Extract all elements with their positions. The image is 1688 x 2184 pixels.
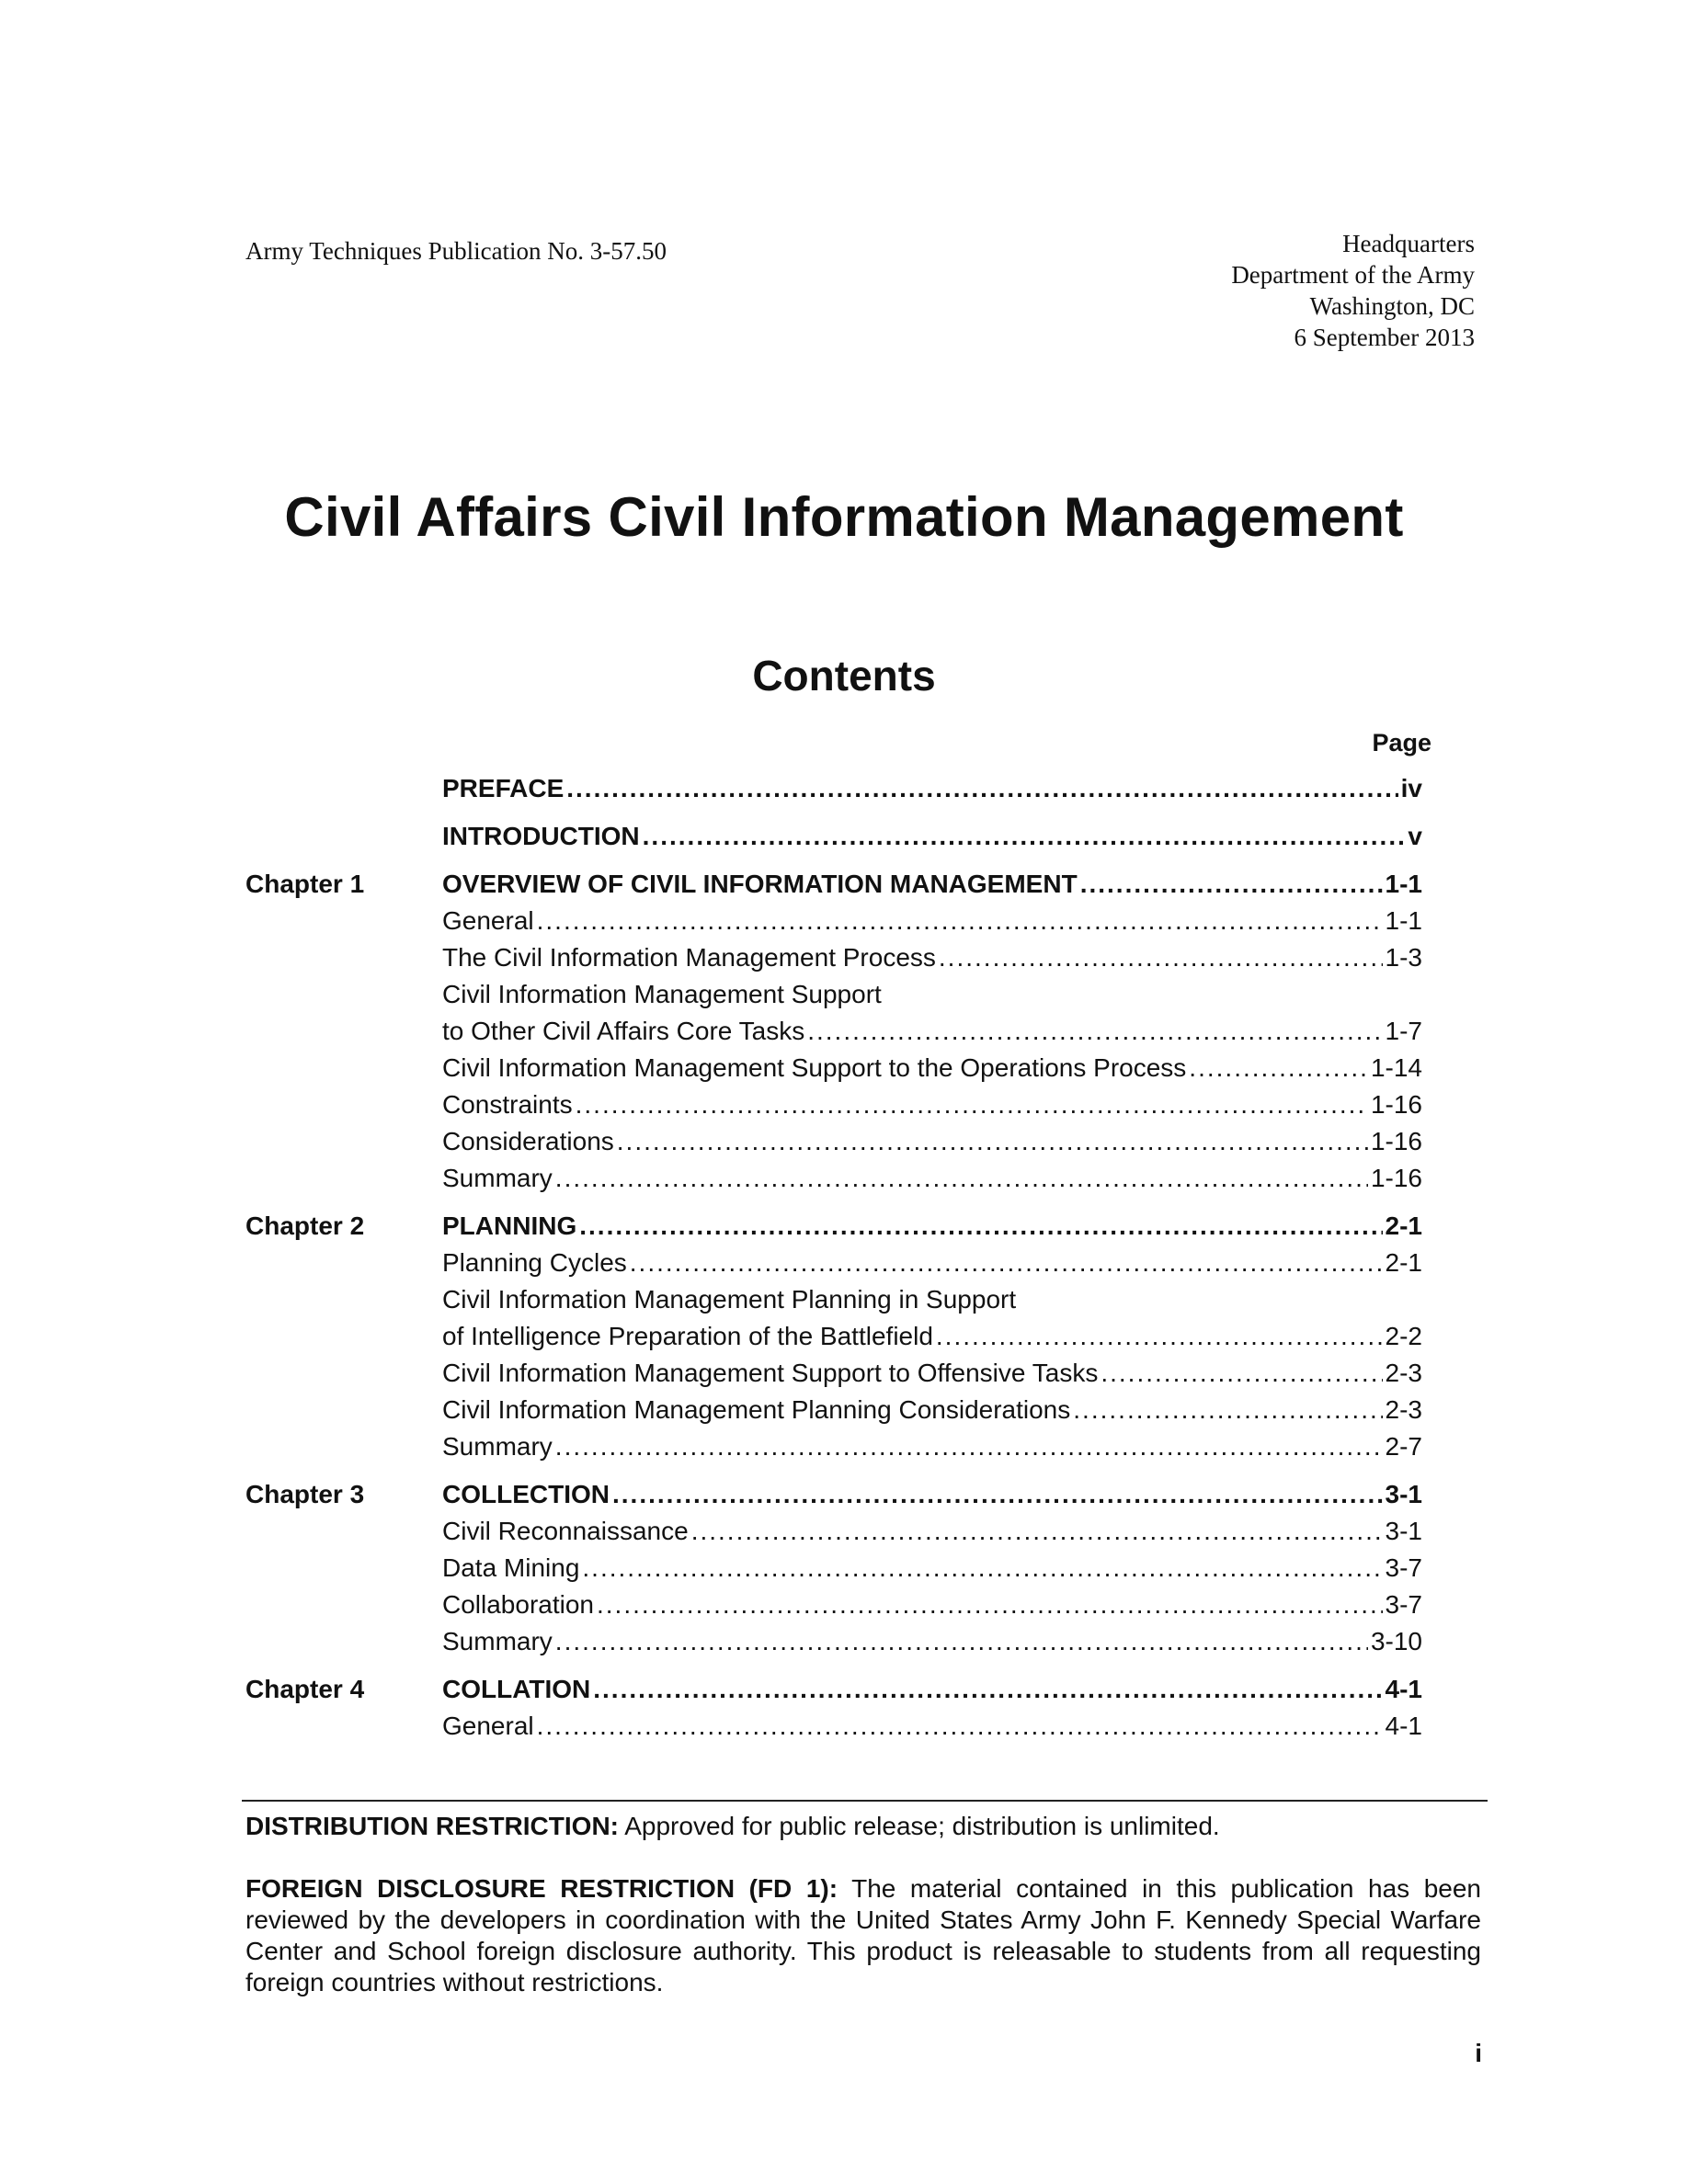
toc-entry-label: Civil Information Management Support to Offensive Tasks [442,1359,1099,1387]
toc-entry-page: iv [1400,774,1422,802]
dot-leader [537,903,1383,939]
toc-entry[interactable] [245,1281,1422,1355]
dot-leader [1080,866,1383,903]
foreign-disclosure-text: The material contained in this publication has been reviewed by the developers in coordination with the United States Army John F. Kennedy Special Warfare Center and School foreign disclosure authority. This product is releasable to students from all requesting foreign countries without restrictions. [245,1874,1481,1996]
dot-leader [691,1513,1383,1550]
toc-entry-page: v [1408,822,1422,850]
toc-entry[interactable] [245,1392,1422,1428]
dot-leader [555,1160,1368,1197]
document-title: Civil Affairs Civil Information Management [284,486,1404,548]
foreign-disclosure-label: FOREIGN DISCLOSURE RESTRICTION (FD 1): [245,1874,838,1903]
dot-leader [1189,1050,1368,1086]
toc-entry-label: Planning Cycles [442,1248,627,1277]
distribution-restriction-text: Approved for public release; distribution is unlimited. [619,1812,1220,1840]
toc-chapter-4[interactable] [245,1671,1422,1708]
toc-entry[interactable] [245,1123,1422,1160]
toc-entry-page: 2-3 [1385,1359,1422,1387]
chapter-number: Chapter 4 [245,1675,365,1703]
toc-entry-page: 1-1 [1385,906,1422,935]
toc-entry-preface[interactable] [245,770,1422,807]
toc-entry-label: Considerations [442,1127,614,1155]
dot-leader [612,1476,1383,1513]
chapter-title: PLANNING [442,1211,577,1240]
toc-rows [245,770,1422,1745]
toc-entry[interactable] [245,939,1422,976]
chapter-number: Chapter 3 [245,1480,365,1508]
toc-entry-label: to Other Civil Affairs Core Tasks [442,1017,805,1045]
toc-entry[interactable] [245,976,1422,1050]
dot-leader [537,1708,1383,1745]
toc-chapter-3[interactable] [245,1476,1422,1513]
toc-entry[interactable] [245,1550,1422,1587]
dot-leader [936,1318,1383,1355]
toc-entry-page: 3-10 [1370,1627,1422,1655]
chapter-title: COLLATION [442,1675,591,1703]
toc-entry[interactable] [245,1086,1422,1123]
dot-leader [630,1245,1383,1281]
toc-entry[interactable] [245,1245,1422,1281]
foreign-disclosure-restriction [245,1873,1481,1998]
toc-entry-label: Data Mining [442,1553,580,1582]
toc-entry-label: Summary [442,1164,553,1192]
chapter-number: Chapter 2 [245,1211,365,1240]
toc-entry-page: 1-16 [1370,1090,1422,1119]
hq-line: Department of the Army [1231,261,1475,289]
toc-entry-page: 1-3 [1385,943,1422,972]
publication-date: 6 September 2013 [1294,324,1475,351]
toc-entry[interactable] [245,1160,1422,1197]
chapter-title: COLLECTION [442,1480,610,1508]
toc-chapter-1[interactable] [245,866,1422,903]
toc-entry-page: 4-1 [1385,1675,1422,1703]
toc-entry-page: 2-1 [1385,1211,1422,1240]
toc-entry-label-line1: Civil Information Management Planning in Support [442,1285,1017,1314]
toc-entry[interactable] [245,1513,1422,1550]
toc-entry-page: 1-1 [1385,870,1422,898]
toc-entry-label: The Civil Information Management Process [442,943,936,972]
chapter-title: OVERVIEW OF CIVIL INFORMATION MANAGEMENT [442,870,1078,898]
toc-entry-page: 1-16 [1370,1127,1422,1155]
toc-entry-label: Civil Reconnaissance [442,1517,689,1545]
dot-leader [582,1550,1382,1587]
toc-entry-label-line1: Civil Information Management Support [442,980,882,1008]
toc-entry-label: Summary [442,1432,553,1461]
toc-entry-label: Civil Information Management Planning Considerations [442,1395,1071,1424]
toc-entry-label: INTRODUCTION [442,822,640,850]
distribution-restriction-label: DISTRIBUTION RESTRICTION: [245,1812,619,1840]
contents-heading: Contents [752,652,936,700]
chapter-number: Chapter 1 [245,870,365,898]
dot-leader [555,1428,1383,1465]
toc-entry-label: PREFACE [442,774,565,802]
dot-leader [555,1623,1368,1660]
toc-entry[interactable] [245,1428,1422,1465]
toc-entry-page: 4-1 [1385,1712,1422,1740]
dot-leader [939,939,1383,976]
toc-entry-page: 3-7 [1385,1553,1422,1582]
headquarters-block [1231,228,1475,353]
dot-leader [807,1013,1382,1050]
toc-entry-label: Civil Information Management Support to the Operations Process [442,1053,1187,1082]
toc-entry-page: 1-7 [1385,1017,1422,1045]
distribution-restriction [245,1811,1481,1842]
toc-entry[interactable] [245,1050,1422,1086]
toc-entry-page: 1-14 [1370,1053,1422,1082]
hq-line: Washington, DC [1309,292,1475,320]
toc-entry[interactable] [245,1587,1422,1623]
toc-entry-page: 3-7 [1385,1590,1422,1619]
toc-entry-page: 2-7 [1385,1432,1422,1461]
toc-entry-page: 2-2 [1385,1322,1422,1350]
dot-leader [566,770,1397,807]
toc-entry-page: 1-16 [1370,1164,1422,1192]
toc-entry-page: 2-1 [1385,1248,1422,1277]
toc-entry-page: 3-1 [1385,1517,1422,1545]
toc-entry-label: General [442,1712,534,1740]
dot-leader [617,1123,1368,1160]
toc-entry[interactable] [245,1355,1422,1392]
hq-line: Headquarters [1342,230,1475,257]
dot-leader [1101,1355,1382,1392]
page-number: i [1475,2039,1482,2067]
dot-leader [1073,1392,1382,1428]
toc-entry-page: 3-1 [1385,1480,1422,1508]
dot-leader [593,1671,1382,1708]
toc-entry-introduction[interactable] [245,818,1422,855]
dot-leader [579,1208,1382,1245]
toc-chapter-2[interactable] [245,1208,1422,1245]
toc-entry-label: Summary [442,1627,553,1655]
toc-entry[interactable] [245,903,1422,939]
toc-entry-label: Constraints [442,1090,573,1119]
publication-number: Army Techniques Publication No. 3-57.50 [245,237,667,265]
toc-entry-label: of Intelligence Preparation of the Battlefield [442,1322,933,1350]
dot-leader [643,818,1406,855]
toc-entry[interactable] [245,1623,1422,1660]
toc-page-column-label: Page [1372,729,1431,756]
dot-leader [597,1587,1383,1623]
divider-rule [242,1800,1488,1802]
toc-entry-label: General [442,906,534,935]
toc-entry-label: Collaboration [442,1590,594,1619]
toc-entry[interactable] [245,1708,1422,1745]
dot-leader [576,1086,1368,1123]
toc-entry-page: 2-3 [1385,1395,1422,1424]
